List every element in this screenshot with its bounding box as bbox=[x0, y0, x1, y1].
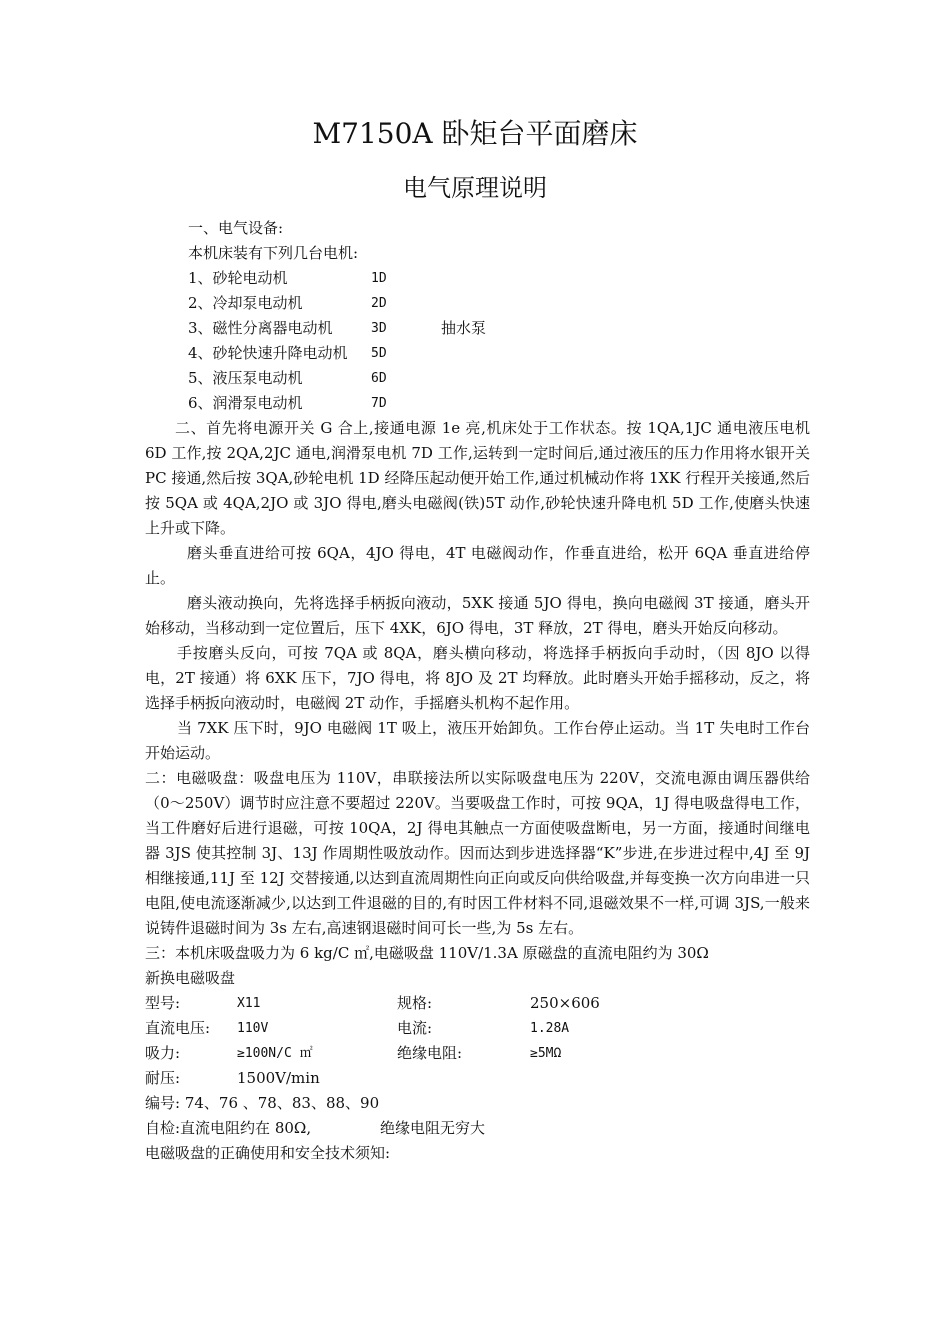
safety-notes-heading: 电磁吸盘的正确使用和安全技术须知: bbox=[145, 1144, 391, 1162]
spec-value bbox=[530, 1066, 690, 1091]
motor-row bbox=[145, 291, 810, 316]
self-check-insulation: 绝缘电阻无穷大 bbox=[380, 1119, 486, 1137]
spec-value: X11 bbox=[237, 996, 261, 1011]
spec-key: 绝缘电阻: bbox=[397, 1044, 463, 1062]
motor-note bbox=[441, 291, 561, 316]
paragraph-magnetic-chuck: 二：电磁吸盘：吸盘电压为 110V，串联接法所以实际吸盘电压为 220V，交流电源由调压器供给（0～250V）调节时应注意不要超过 220V。当要吸盘工作时，可按 9QA，1J 得电吸盘得电工作，当工件磨好后进行退磁，可按 10QA，2J 得电其触点一方面使吸盘断电，另一方面，接通时间继电器 3JS 使其控制 3J、13J 作周期性吸放动作。因而达到步进选择器“K”步进,在步进过程中,4J 至 9J 相继接通,11J 至 12J 交替接通,以达到直流周期性向正向或反向供给吸盘,并每变换一次方向串进一只电阻,使电流逐渐减少,以达到工件退磁的目的,有时因工件材料不同,退磁效果不一样,可调 3JS,一般来说铸件退磁时间为 3s 左右,高速钢退磁时间可长一些,为 5s 左右。 bbox=[145, 769, 810, 937]
new-chuck-label: 新换电磁吸盘 bbox=[145, 969, 236, 987]
document-title: M7150A 卧矩台平面磨床 bbox=[312, 117, 638, 150]
spec-key: 直流电压: bbox=[145, 1019, 211, 1037]
motor-name: 4、砂轮快速升降电动机 bbox=[188, 344, 348, 362]
motor-row bbox=[145, 316, 810, 341]
motor-name: 2、冷却泵电动机 bbox=[188, 294, 303, 312]
motor-code: 1D bbox=[371, 271, 387, 286]
motor-note bbox=[441, 341, 561, 366]
paragraph-vertical-feed: 磨头垂直进给可按 6QA，4JO 得电，4T 电磁阀动作，作垂直进给，松开 6QA 垂直进给停止。 bbox=[145, 544, 810, 587]
spec-key: 耐压: bbox=[145, 1069, 181, 1087]
motor-row bbox=[145, 391, 810, 416]
motor-note bbox=[441, 391, 561, 416]
spec-row bbox=[145, 1041, 810, 1066]
paragraph-manual-reverse: 手按磨头反向，可按 7QA 或 8QA，磨头横向移动，将选择手柄扳向手动时，（因 8JO 以得电，2T 接通）将 6XK 压下，7JO 得电，将 8JO 及 2T 均释放。此时磨头开始手摇移动，反之，将选择手柄扳向液动时，电磁阀 2T 动作，手摇磨头机构不起作用。 bbox=[145, 644, 810, 712]
motor-code: 2D bbox=[371, 296, 387, 311]
motor-note: 抽水泵 bbox=[441, 319, 487, 337]
paragraph-table-stop: 当 7XK 压下时，9JO 电磁阀 1T 吸上，液压开始卸负。工作台停止运动。当 1T 失电时工作台开始运动。 bbox=[145, 719, 810, 762]
document-subtitle: 电气原理说明 bbox=[403, 174, 547, 202]
document-body bbox=[145, 216, 810, 1166]
spec-value: 110V bbox=[237, 1021, 269, 1036]
section-heading-chuck-force: 三：本机床吸盘吸力为 6 kg/C ㎡,电磁吸盘 110V/1.3A 原磁盘的直流电阻约为 30Ω bbox=[145, 944, 709, 962]
motor-name: 3、磁性分离器电动机 bbox=[188, 319, 333, 337]
motor-code: 5D bbox=[371, 346, 387, 361]
motor-note bbox=[441, 366, 561, 391]
motor-code: 3D bbox=[371, 321, 387, 336]
section-heading-equipment: 一、电气设备: bbox=[188, 219, 284, 237]
motor-name: 6、润滑泵电动机 bbox=[188, 394, 303, 412]
self-check-resistance: 自检:直流电阻约在 80Ω, bbox=[145, 1119, 312, 1137]
spec-key: 电流: bbox=[397, 1019, 433, 1037]
spec-key: 吸力: bbox=[145, 1044, 181, 1062]
motor-row bbox=[145, 266, 810, 291]
motor-note bbox=[441, 266, 561, 291]
serial-numbers: 编号: 74、76 、78、83、88、90 bbox=[145, 1094, 380, 1112]
spec-value: ≥100N/C ㎡ bbox=[237, 1046, 313, 1061]
spec-key bbox=[397, 1066, 530, 1091]
motor-name: 1、砂轮电动机 bbox=[188, 269, 288, 287]
motor-code: 7D bbox=[371, 396, 387, 411]
motor-list-intro: 本机床装有下列几台电机: bbox=[188, 244, 359, 262]
motor-row bbox=[145, 341, 810, 366]
motor-code: 6D bbox=[371, 371, 387, 386]
spec-row bbox=[145, 991, 810, 1016]
paragraph-power-on: 二、首先将电源开关 G 合上,接通电源 1e 亮,机床处于工作状态。按 1QA,1JC 通电液压电机 6D 工作,按 2QA,2JC 通电,润滑泵电机 7D 工作,运转到一定时间后,通过液压的压力作用将水银开关 PC 接通,然后按 3QA,砂轮电机 1D 经降压起动便开始工作,通过机械动作将 1XK 行程开关接通,然后按 5QA 或 4QA,2JO 或 3JO 得电,磨头电磁阀(铁)5T 动作,砂轮快速升降电机 5D 工作,使磨头快速上升或下降。 bbox=[145, 419, 810, 537]
spec-key: 规格: bbox=[397, 994, 433, 1012]
spec-value: ≥5MΩ bbox=[530, 1046, 562, 1061]
spec-key: 型号: bbox=[145, 994, 181, 1012]
spec-value: 1500V/min bbox=[237, 1069, 320, 1087]
spec-row bbox=[145, 1016, 810, 1041]
spec-value: 250×606 bbox=[530, 994, 600, 1012]
paragraph-hydraulic-reversing: 磨头液动换向，先将选择手柄扳向液动，5XK 接通 5JO 得电，换向电磁阀 3T 接通，磨头开始移动，当移动到一定位置后，压下 4XK，6JO 得电，3T 释放，2T 得电，磨头开始反向移动。 bbox=[145, 594, 810, 637]
spec-value: 1.28A bbox=[530, 1021, 570, 1036]
self-check-line bbox=[145, 1116, 810, 1141]
spec-row bbox=[145, 1066, 810, 1091]
motor-name: 5、液压泵电动机 bbox=[188, 369, 303, 387]
motor-row bbox=[145, 366, 810, 391]
